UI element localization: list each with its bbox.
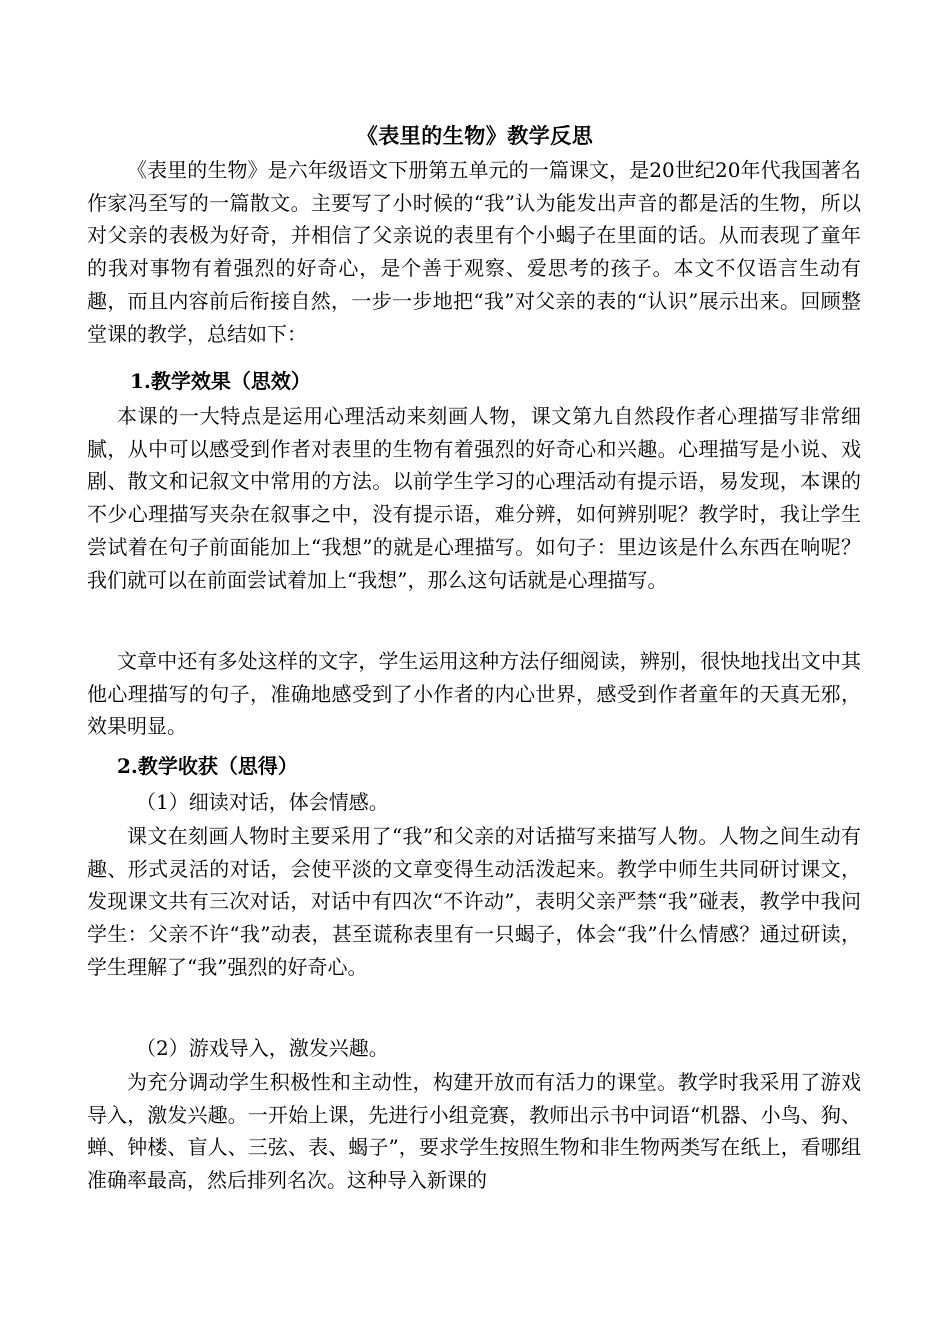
section2-paragraph-2: 为充分调动学生积极性和主动性，构建开放而有活力的课堂。教学时我采用了游戏导入，激发兴趣。一开始上课，先进行小组竞赛，教师出示书中词语“机器、小鸟、狗、蝉、钟楼、盲人、三弦、表、蝎子”，要求学生按照生物和非生物两类写在纸上，看哪组准确率最高，然后排列名次。这种导入新课的 — [87, 1070, 861, 1193]
section2-paragraph-1: 课文在刻画人物时主要采用了“我”和父亲的对话描写来描写人物。人物之间生动有趣、形式灵活的对话，会使平淡的文章变得生动活泼起来。教学中师生共同研讨课文，发现课文共有三次对话，对话中有四次“不许动”，表明父亲严禁“我”碰表，教学中我问学生：父亲不许“我”动表，甚至谎称表里有一只蝎子，体会“我”什么情感？通过研读，学生理解了“我”强烈的好奇心。 — [87, 824, 861, 979]
intro-paragraph: 《表里的生物》是六年级语文下册第五单元的一篇课文，是20世纪20年代我国著名作家冯至写的一篇散文。主要写了小时候的“我”认为能发出声音的都是活的生物，所以对父亲的表极为好奇，并相信了父亲说的表里有个小蝎子在里面的话。从而表现了童年的我对事物有着强烈的好奇心，是个善于观察、爱思考的孩子。本文不仅语言生动有趣，而且内容前后衔接自然，一步一步地把“我”对父亲的表的“认识”展示出来。回顾整堂课的教学，总结如下： — [87, 158, 861, 346]
section1-paragraph-2: 文章中还有多处这样的文字，学生运用这种方法仔细阅读，辨别，很快地找出文中其他心理描写的句子，准确地感受到了小作者的内心世界，感受到作者童年的天真无邪，效果明显。 — [87, 649, 861, 739]
section1-paragraph-1: 本课的一大特点是运用心理活动来刻画人物，课文第九自然段作者心理描写非常细腻，从中可以感受到作者对表里的生物有着强烈的好奇心和兴趣。心理描写是小说、戏剧、散文和记叙文中常用的方法。以前学生学习的心理活动有提示语，易发现，本课的不少心理描写夹杂在叙事之中，没有提示语，难分辨，如何辨别呢？教学时，我让学生尝试着在句子前面能加上“我想”的就是心理描写。如句子：里边该是什么东西在响呢？我们就可以在前面尝试着加上“我想”，那么这句话就是心理描写。 — [87, 404, 861, 592]
section1-heading: 1.教学效果（思效） — [130, 369, 311, 393]
section2-heading: 2.教学收获（思得） — [117, 754, 298, 778]
section2-subheading-1: （1）细读对话，体会情感。 — [136, 790, 389, 814]
document-title: 《表里的生物》教学反思 — [356, 123, 594, 148]
section2-subheading-2: （2）游戏导入，激发兴趣。 — [136, 1036, 389, 1060]
